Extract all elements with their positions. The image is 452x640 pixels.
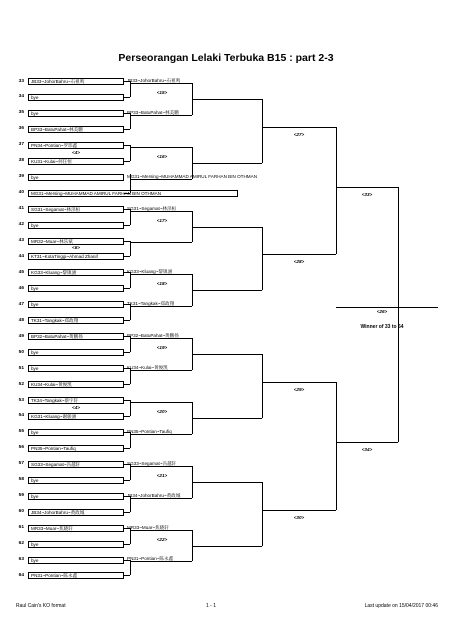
round3-slot-line — [262, 127, 336, 128]
entry-slot: KT31~KotaTinggi~Ahmad Zhanif — [28, 253, 124, 260]
seed-number: 61 — [18, 525, 24, 531]
bracket-line — [124, 193, 130, 194]
bracket-line — [124, 352, 130, 353]
seed-number: 47 — [18, 301, 24, 307]
seed-number: 55 — [18, 429, 24, 435]
bracket-line — [124, 544, 130, 545]
seed-number: 33 — [18, 78, 24, 84]
match-number: <21> — [156, 472, 168, 478]
round2-slot-line — [130, 338, 192, 339]
bracket-line — [192, 290, 262, 291]
entry-slot: bye — [28, 174, 124, 181]
entry-slot: BP33~BatuPahat~林美鹏 — [28, 126, 124, 133]
entry-slot: PN35~Pontian~Taufiq — [28, 445, 124, 452]
seed-number: 60 — [18, 509, 24, 515]
round3-slot-line — [262, 382, 336, 383]
round2-slot-line — [130, 242, 192, 243]
entry-slot: KG31~Kluang~谢骏涵 — [28, 413, 124, 420]
seed-number: 42 — [18, 222, 24, 228]
footer-left: Raul Cain's KO format — [16, 603, 66, 609]
seed-number: 64 — [18, 572, 24, 578]
seed-number: 45 — [18, 269, 24, 275]
round2-slot-line — [130, 179, 192, 180]
round2-slot: SG31~Segamat~林泽桓 — [127, 205, 177, 211]
seed-number: 53 — [18, 397, 24, 403]
prelim-match-number: <4> — [72, 149, 80, 155]
entry-slot: SG31~Segamat~林泽桓 — [28, 206, 124, 213]
round2-slot-line — [130, 561, 192, 562]
bracket-line — [262, 227, 263, 291]
entry-slot: PN31~Pontian~陈永鑫 — [28, 572, 124, 579]
entry-slot: bye — [28, 94, 124, 101]
round2-slot: TK31~Tangkak~郑政翔 — [127, 301, 175, 307]
bracket-line — [336, 382, 337, 510]
match-number: <34> — [361, 446, 373, 452]
match-number: <17> — [156, 217, 168, 223]
round2-slot-line — [130, 402, 192, 403]
match-number: <27> — [293, 131, 305, 137]
seed-number: 56 — [18, 445, 24, 451]
seed-number: 34 — [18, 94, 24, 100]
round2-slot-line — [130, 306, 192, 307]
winner-label: Winner of 33 to 64 — [360, 324, 404, 330]
bracket-line — [124, 416, 130, 417]
entry-slot: KU34~Kulai~黄俊凯 — [28, 381, 124, 388]
round2-slot: MG31~Mersing~MUHAMMAD AMIRUL FARHAN BIN OTHMAN — [127, 173, 258, 179]
bracket-line — [124, 288, 130, 289]
seed-number: 54 — [18, 413, 24, 419]
match-number: <19> — [156, 345, 168, 351]
round2-slot: SG33~Segamat~冯越轩 — [127, 460, 177, 466]
prelim-match-number: <4> — [72, 404, 80, 410]
round2-slot: KG33~Kluang~黎镇涵 — [127, 269, 173, 275]
round3-slot-line — [262, 254, 336, 255]
bracket-line — [124, 256, 130, 257]
seed-number: 36 — [18, 126, 24, 132]
seed-number: 50 — [18, 349, 24, 355]
entry-slot: JB34~JohorBahru~黄政城 — [28, 509, 124, 516]
round2-slot: KU34~Kulai~黄俊凯 — [127, 365, 168, 371]
bracket-line — [124, 97, 130, 98]
bracket-line — [262, 354, 263, 418]
bracket-line — [398, 187, 399, 442]
seed-number: 48 — [18, 317, 24, 323]
bracket-line — [124, 161, 130, 162]
seed-number: 49 — [18, 333, 24, 339]
entry-slot: MR32~Muar~林乐斌 — [28, 238, 124, 245]
seed-number: 39 — [18, 174, 24, 180]
bracket-line — [262, 99, 263, 163]
entry-slot: SG33~Segamat~冯越轩 — [28, 461, 124, 468]
bracket-line — [124, 512, 130, 513]
entry-slot: MG31~Mersing~MUHAMMAD AMIRUL FARHAN BIN OTHMAN — [28, 190, 238, 197]
bracket-line — [192, 354, 262, 355]
seed-number: 43 — [18, 238, 24, 243]
bracket-line — [124, 129, 130, 130]
seed-number: 59 — [18, 493, 24, 499]
match-number: <20> — [156, 408, 168, 414]
bracket-line — [192, 482, 262, 483]
round2-slot-line — [130, 147, 192, 148]
bracket-line — [192, 546, 262, 547]
bracket-line — [124, 320, 130, 321]
seed-number: 44 — [18, 253, 24, 259]
round2-slot-line — [130, 434, 192, 435]
footer-right: Last update on 15/04/2017 00:46 — [364, 603, 438, 609]
entry-slot: TK34~Tangkak~蔡宇轩 — [28, 397, 124, 404]
entry-slot: MR33~Muar~焦晓轩 — [28, 525, 124, 532]
bracket-line — [124, 384, 130, 385]
bracket-line — [124, 480, 130, 481]
round2-slot: PN35~Pontian~Taufiq — [127, 428, 172, 434]
entry-slot: bye — [28, 222, 124, 229]
entry-slot: JB33~JohorBahru~石祖鸣 — [28, 78, 124, 85]
prelim-match-number: <6> — [72, 245, 80, 251]
round2-slot: JB34~JohorBahru~黄政城 — [127, 492, 181, 498]
seed-number: 63 — [18, 557, 24, 562]
seed-number: 38 — [18, 158, 24, 164]
entry-slot: KU31~Kulai~何任恒 — [28, 158, 124, 165]
page-title: Perseorangan Lelaki Terbuka B15 : part 2-3 — [118, 52, 334, 64]
seed-number: 62 — [18, 541, 24, 547]
bracket-line — [262, 482, 263, 546]
bracket-line — [192, 99, 262, 100]
seed-number: 57 — [18, 461, 24, 467]
match-number: <28> — [293, 259, 305, 265]
bracket-line — [124, 225, 130, 226]
entry-slot: bye — [28, 557, 124, 564]
round2-slot-line — [130, 83, 192, 84]
round4-slot-line — [336, 187, 398, 188]
seed-number: 41 — [18, 206, 24, 212]
match-number: <29> — [293, 387, 305, 393]
match-number: <33> — [361, 191, 373, 197]
round2-slot-line — [130, 115, 192, 116]
entry-slot: bye — [28, 301, 124, 308]
round2-slot-line — [130, 274, 192, 275]
match-number: <15> — [156, 89, 168, 95]
round2-slot-line — [130, 370, 192, 371]
bracket-line — [124, 575, 130, 576]
match-number: <16> — [156, 153, 168, 159]
entry-slot: KG33~Kluang~黎镇涵 — [28, 269, 124, 276]
entry-slot: bye — [28, 365, 124, 372]
round2-slot: JB33~JohorBahru~石祖鸣 — [127, 77, 181, 83]
seed-number: 35 — [18, 110, 24, 116]
seed-number: 58 — [18, 477, 24, 483]
seed-number: 52 — [18, 381, 24, 387]
match-number: <22> — [156, 536, 168, 542]
seed-number: 51 — [18, 365, 24, 371]
bracket-line — [336, 127, 337, 255]
match-number: <30> — [293, 514, 305, 520]
round2-slot: BP33~BatuPahat~林美鹏 — [127, 109, 179, 115]
entry-slot: TK31~Tangkak~郑政翔 — [28, 317, 124, 324]
bracket-line — [192, 163, 262, 164]
round4-slot-line — [336, 442, 398, 443]
entry-slot: PN34~Pontian~罗玮鑫 — [28, 142, 124, 149]
entry-slot: bye — [28, 349, 124, 356]
seed-number: 46 — [18, 285, 24, 291]
entry-slot: bye — [28, 493, 124, 500]
final-slot-line — [336, 307, 438, 308]
entry-slot: bye — [28, 541, 124, 548]
entry-slot: bye — [28, 429, 124, 436]
round2-slot: BP32~BatuPahat~黄鹏扬 — [127, 333, 179, 339]
match-number: <18> — [156, 281, 168, 287]
round2-slot: MR33~Muar~焦晓轩 — [127, 524, 169, 530]
round2-slot: PN31~Pontian~陈永鑫 — [127, 556, 174, 562]
match-number: <26> — [376, 309, 388, 315]
bracket-line — [192, 227, 262, 228]
bracket-line — [124, 448, 130, 449]
seed-number: 40 — [18, 190, 24, 196]
footer-page: 1 - 1 — [206, 603, 217, 609]
entry-slot: bye — [28, 110, 124, 117]
bracket-line — [192, 418, 262, 419]
entry-slot: bye — [28, 285, 124, 292]
round3-slot-line — [262, 510, 336, 511]
entry-slot: bye — [28, 477, 124, 484]
entry-slot: BP32~BatuPahat~黄鹏扬 — [28, 333, 124, 340]
seed-number: 37 — [18, 142, 24, 148]
